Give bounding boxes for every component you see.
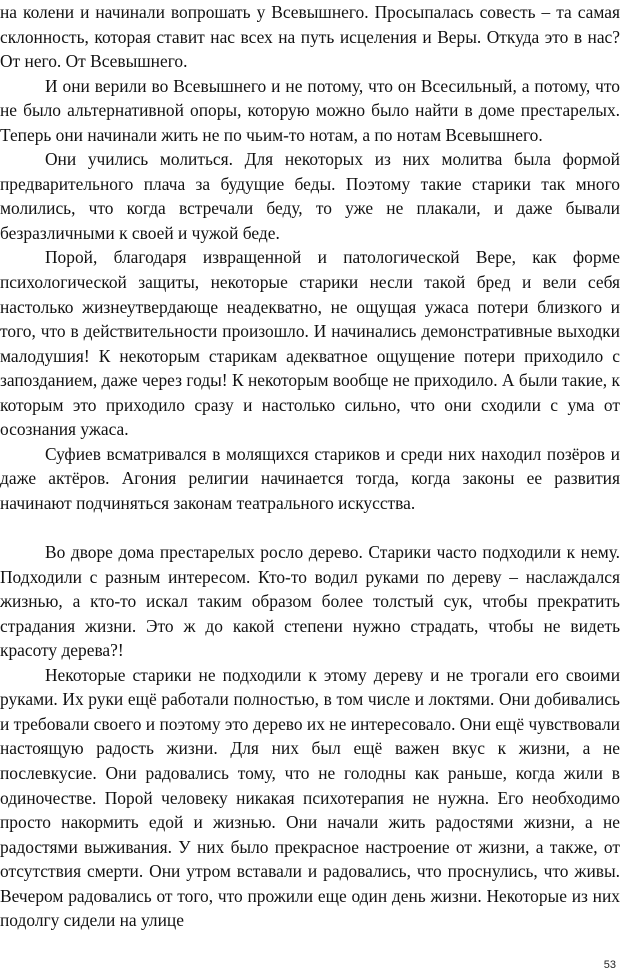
paragraph: И они верили во Всевышнего и не потому, что он Всесильный, а потому, что не было альтернативной опоры, которую можно было найти в доме престарелых. Теперь они начинали жить не по чьим-то нотам, а по нотам Всевышнего. xyxy=(0,75,620,145)
paragraph: Во дворе дома престарелых росло дерево. Старики часто подходили к нему. Подходили с разным интересом. Кто-то водил руками по дереву – наслаждался жизнью, а кто-то искал таким образом более толстый сук, чтобы прекратить страдания жизни. Это ж до какой степени нужно страдать, чтобы не видеть красоту дерева?! xyxy=(0,542,620,661)
paragraph: Некоторые старики не подходили к этому дереву и не трогали его своими руками. Их руки ещё работали полностью, в том числе и локтями. Они добивались и требовали своего и поэтому это дерево их не интересовало. Они ещё чувствовали настоящую радость жизни. Для них был ещё важен вкус к жизни, а не послевкусие. Они радовались тому, что не голодны как раньше, когда жили в одиночестве. Порой человеку никакая психотерапия не нужна. Его необходимо просто накормить едой и жизнью. Они начали жить радостями жизни, а не радостями выживания. У них было прекрасное настроение от жизни, а также, от отсутствия смерти. Они утром вставали и радовались, что проснулись, что живы. Вечером радовались от того, что прожили еще один день жизни. Некоторые из них подолгу сидели на улице xyxy=(0,664,620,931)
paragraph: на колени и начинали вопрошать у Всевышнего. Просыпалась совесть – та самая склонность, которая ставит нас всех на путь исцеления и Веры. Откуда это в нас? От него. От Всевышнего. xyxy=(0,2,620,72)
paragraph: Они учились молиться. Для некоторых из них молитва была формой предварительного плача за будущие беды. Поэтому такие старики так много молились, что когда встречали беду, то уже не плакали, и даже бывали безразличными к своей и чужой беде. xyxy=(0,149,620,243)
section-break xyxy=(0,515,620,540)
paragraph: Суфиев всматривался в молящихся стариков и среди них находил позёров и даже актёров. Агония религии начинается тогда, когда законы ее развития начинают подчиняться законам театрального искусства. xyxy=(0,443,620,513)
paragraph: Порой, благодаря извращенной и патологической Вере, как форме психологической защиты, некоторые старики несли такой бред и вели себя настолько жизнеутвердающе неадекватно, не ощущая ужаса потери близкого и того, что в действительности произошло. И начинались демонстративные выходки малодушия! К некоторым старикам адекватное ощущение потери приходило с запозданием, даже через годы! К некоторым вообще не приходило. А были такие, к которым это приходило сразу и настолько сильно, что они сходили с ума от осознания ужаса. xyxy=(0,247,620,440)
page-number: 53 xyxy=(603,959,616,971)
